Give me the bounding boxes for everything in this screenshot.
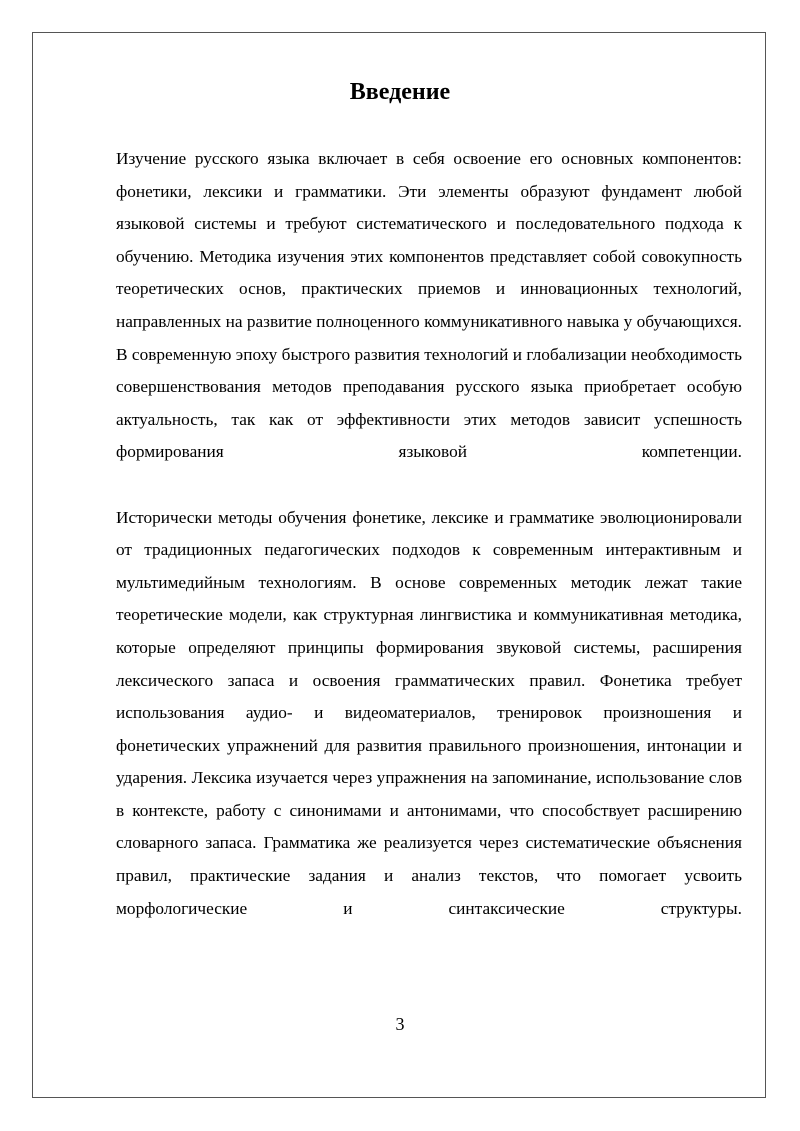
paragraph-history: Исторически методы обучения фонетике, лексике и грамматике эволюционировали от традиционных педагогических подходов к современным интерактивным и мультимедийным технологиям. В основе современных методик лежат такие теоретические модели, как структурная лингвистика и коммуникативная методика, которые определяют принципы формирования звуковой системы, расширения лексического запаса и освоения грамматических правил. Фонетика требует использования аудио- и видеоматериалов, тренировок произношения и фонетических упражнений для развития правильного произношения, интонации и ударения. Лексика изучается через упражнения на запоминание, использование слов в контексте, работу с синонимами и антонимами, что способствует расширению словарного запаса. Грамматика же реализуется через систематические объяснения правил, практические задания и анализ текстов, что помогает усвоить морфологические и синтаксические структуры. [116, 507, 742, 918]
paragraph-introduction: Изучение русского языка включает в себя освоение его основных компонентов: фонетики, лексики и грамматики. Эти элементы образуют фундамент любой языковой системы и требуют систематического и последовательного подхода к обучению. Методика изучения этих компонентов представляет собой совокупность теоретических основ, практических приемов и инновационных технологий, направленных на развитие полноценного коммуникативного навыка у обучающихся. В современную эпоху быстрого развития технологий и глобализации необходимость совершенствования методов преподавания русского языка приобретает особую актуальность, так как от эффективности этих методов зависит успешность формирования языковой компетенции. [116, 149, 742, 462]
document-body [116, 143, 742, 925]
page-title: Введение [349, 79, 451, 105]
page-number: 3 [395, 1014, 405, 1034]
